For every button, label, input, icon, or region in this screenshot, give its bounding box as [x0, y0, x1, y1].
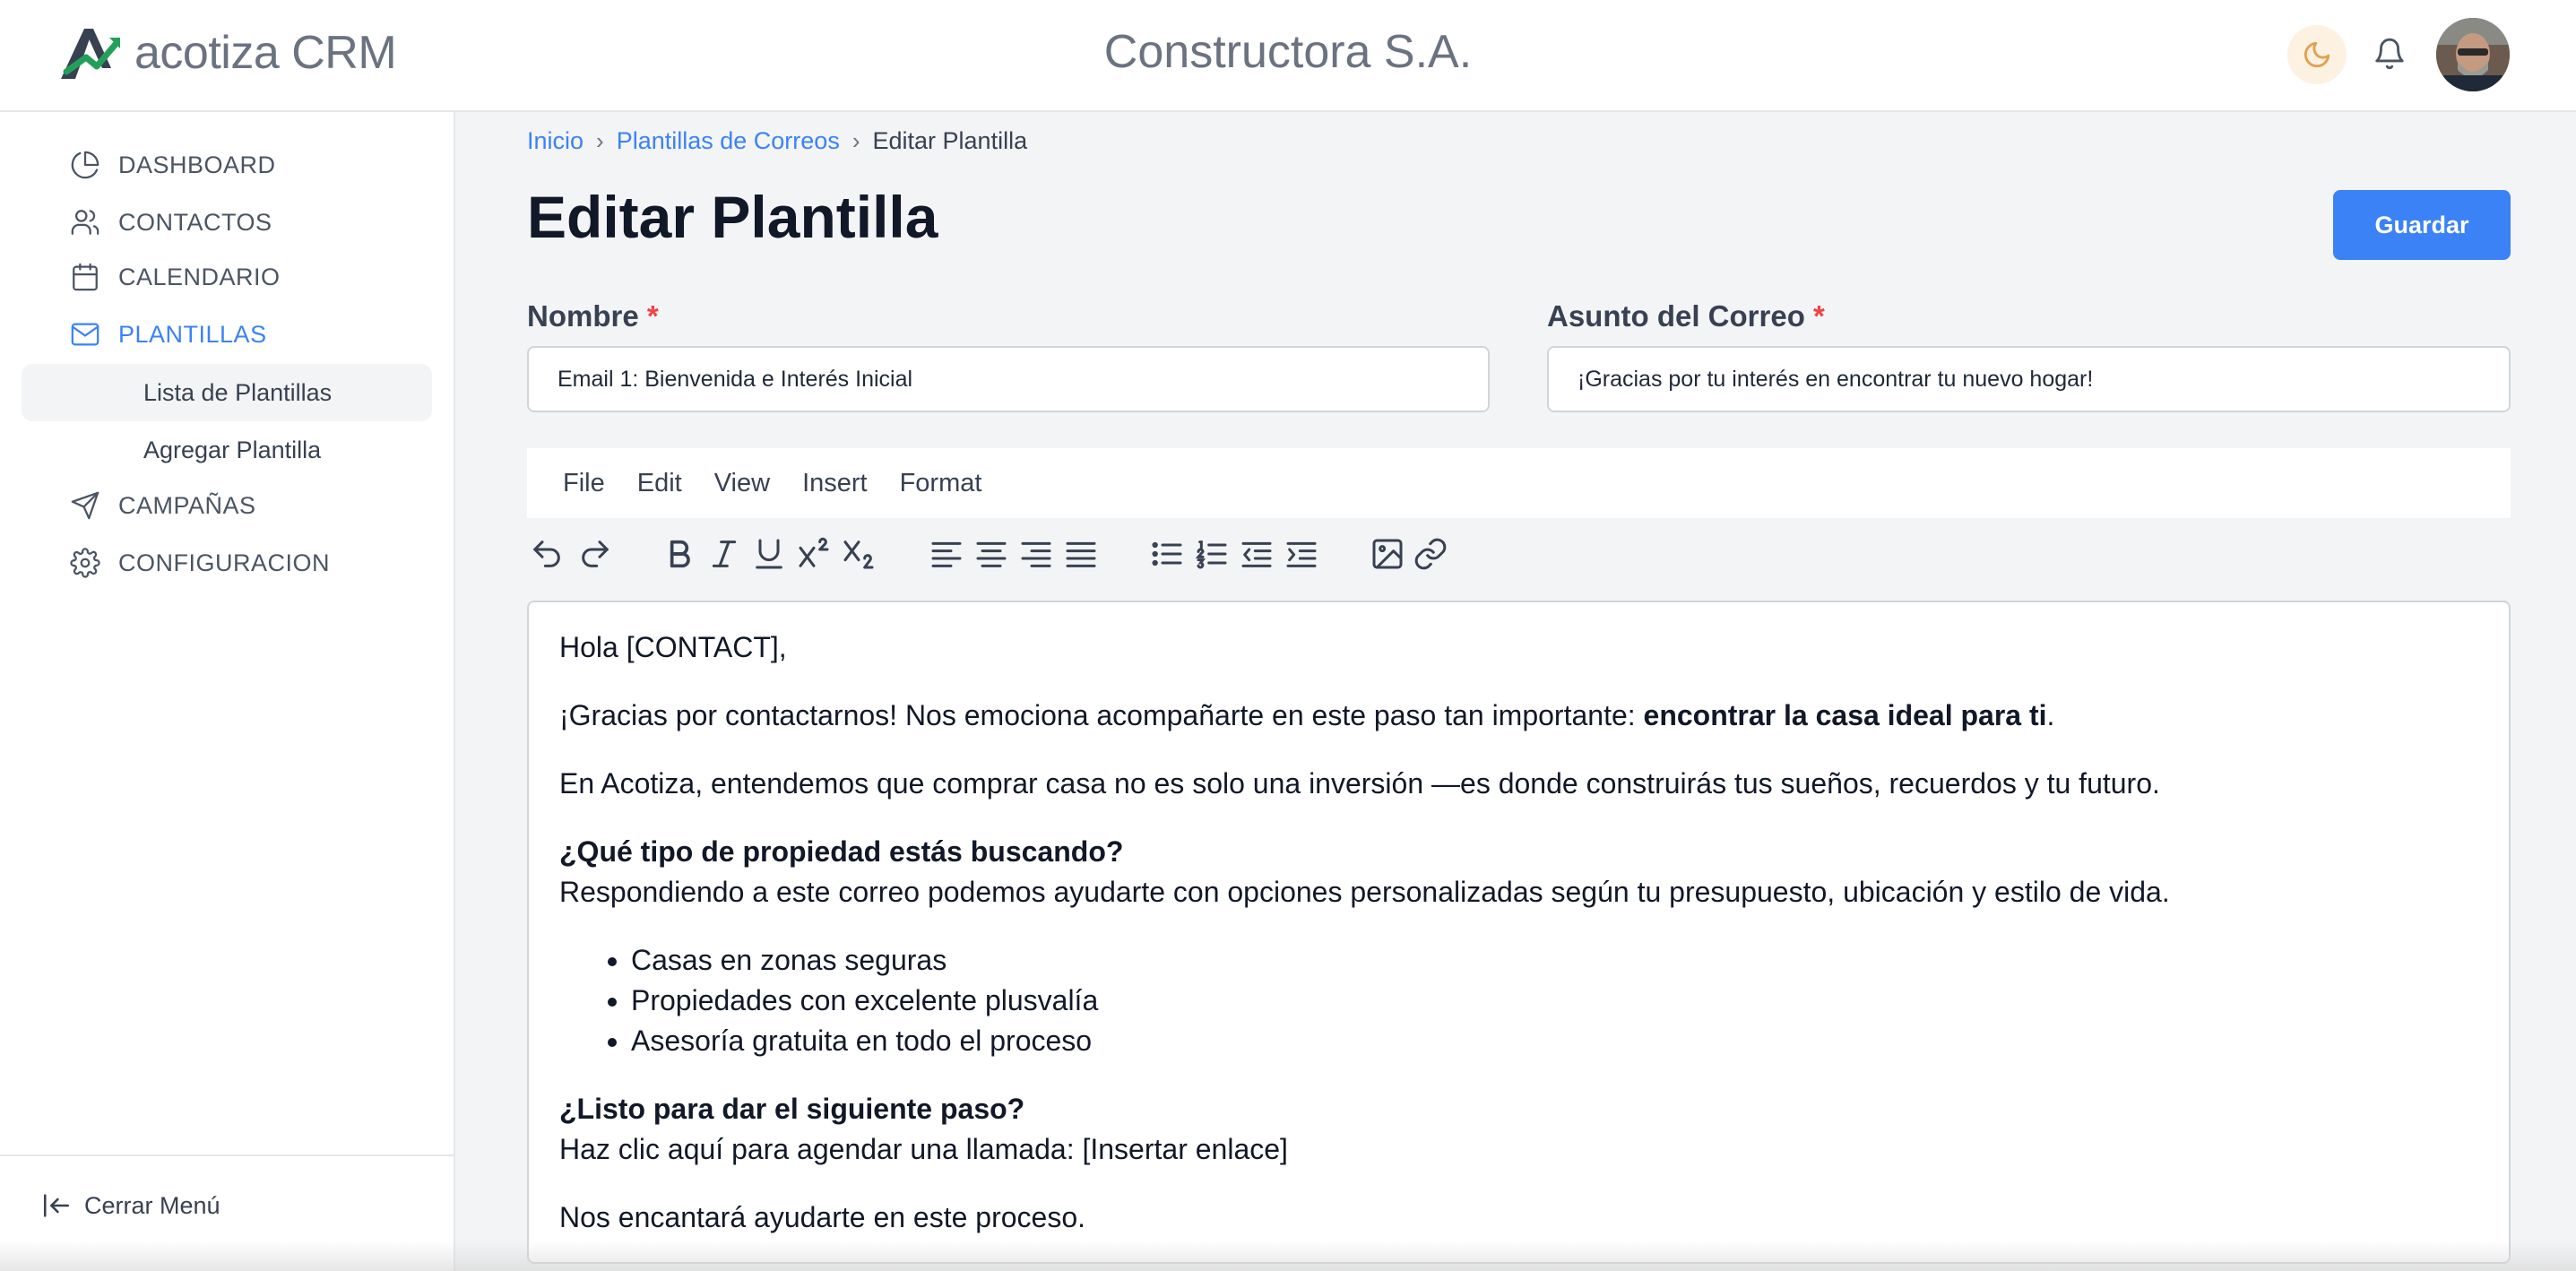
top-header — [0, 0, 2576, 112]
breadcrumb-section-link[interactable]: Plantillas de Correos — [616, 127, 840, 154]
logo-icon — [57, 25, 122, 81]
theme-toggle-button[interactable] — [2287, 25, 2347, 84]
sidebar-item-plantillas[interactable] — [70, 319, 267, 350]
bullet-list-button[interactable] — [1147, 534, 1187, 574]
outdent-button[interactable] — [1237, 534, 1276, 574]
sidebar — [0, 112, 455, 1271]
indent-icon — [1284, 536, 1319, 572]
greeting-paragraph: Hola [CONTACT], — [559, 631, 787, 663]
editor-toolbar — [527, 529, 2511, 583]
align-center-button[interactable] — [972, 534, 1011, 574]
subject-field-label — [1547, 299, 1825, 333]
question-heading-1 — [559, 832, 2478, 872]
page-title: Editar Plantilla — [527, 184, 938, 250]
align-justify-icon — [1063, 536, 1099, 572]
collapse-menu-label: Cerrar Menú — [84, 1191, 220, 1219]
required-mark: * — [1813, 299, 1825, 333]
image-icon — [1370, 536, 1405, 572]
menu-format[interactable]: Format — [899, 468, 982, 497]
notifications-button[interactable] — [2363, 27, 2416, 81]
question-1-paragraph: Respondiendo a este correo podemos ayudarte con opciones personalizadas según tu presupuesto, ubicación y estilo de vida. — [559, 876, 2170, 908]
sidebar-item-dashboard[interactable] — [70, 150, 276, 180]
collapse-arrow-icon — [41, 1190, 72, 1221]
sidebar-footer — [0, 1154, 454, 1271]
align-left-button[interactable] — [927, 534, 966, 574]
app-name: acotiza CRM — [134, 27, 397, 79]
email-body-editor[interactable] — [527, 601, 2511, 1264]
menu-file[interactable]: File — [563, 468, 605, 497]
intro-bold-text: encontrar la casa ideal para ti — [1643, 699, 2047, 731]
redo-button[interactable] — [575, 534, 615, 574]
company-name: Constructora S.A. — [1103, 26, 1473, 78]
mail-icon — [70, 319, 100, 350]
send-icon — [70, 490, 100, 521]
bold-button[interactable] — [660, 534, 699, 574]
sidebar-item-configuracion[interactable] — [70, 548, 330, 578]
undo-icon — [529, 536, 565, 572]
list-item: • Propiedades con excelente plusvalía — [631, 981, 2478, 1021]
users-icon — [70, 207, 100, 238]
calendar-icon — [70, 262, 100, 292]
subscript-icon — [841, 536, 877, 572]
superscript-icon — [796, 536, 832, 572]
sidebar-item-label: CONTACTOS — [118, 208, 272, 236]
sidebar-item-label: CALENDARIO — [118, 263, 281, 290]
sidebar-item-contactos[interactable] — [70, 207, 272, 238]
bell-icon — [2373, 37, 2407, 71]
list-item: • Asesoría gratuita en todo el proceso — [631, 1021, 2478, 1061]
user-avatar[interactable] — [2436, 18, 2510, 91]
moon-icon — [2302, 39, 2332, 70]
question-2-text: ¿Listo para dar el siguiente paso? — [559, 1093, 1025, 1125]
collapse-menu-button[interactable] — [41, 1190, 220, 1221]
breadcrumb-current: Editar Plantilla — [872, 127, 1028, 154]
list-item: • Casas en zonas seguras — [631, 940, 2478, 981]
numbered-list-button[interactable] — [1192, 534, 1232, 574]
indent-button[interactable] — [1282, 534, 1321, 574]
benefits-list — [631, 940, 2478, 1061]
link-icon — [1413, 536, 1448, 572]
align-justify-button[interactable] — [1061, 534, 1101, 574]
sidebar-subitem-agregar-plantilla[interactable]: Agregar Plantilla — [143, 436, 322, 463]
subscript-button[interactable] — [839, 534, 878, 574]
closing-paragraph: Nos encantará ayudarte en este proceso. — [559, 1201, 1086, 1233]
sidebar-item-calendario[interactable] — [70, 262, 281, 292]
align-right-icon — [1018, 536, 1054, 572]
align-left-icon — [929, 536, 964, 572]
undo-button[interactable] — [527, 534, 566, 574]
breadcrumb — [527, 127, 1027, 155]
sidebar-item-label: DASHBOARD — [118, 151, 276, 178]
insert-image-button[interactable] — [1368, 534, 1407, 574]
underline-icon — [751, 536, 787, 572]
outdent-icon — [1239, 536, 1275, 572]
superscript-button[interactable] — [794, 534, 834, 574]
sidebar-item-label: PLANTILLAS — [118, 320, 267, 348]
italic-button[interactable] — [705, 534, 744, 574]
breadcrumb-home-link[interactable]: Inicio — [527, 127, 584, 154]
sidebar-item-label: CAMPAÑAS — [118, 491, 256, 519]
numbered-list-icon — [1194, 536, 1230, 572]
name-label-text: Nombre — [527, 299, 639, 333]
intro-paragraph — [559, 696, 2478, 736]
bullet-list-icon — [1149, 536, 1185, 572]
intro-text: ¡Gracias por contactarnos! Nos emociona acompañarte en este paso tan importante: — [559, 699, 1644, 731]
question-2-paragraph: Haz clic aquí para agendar una llamada: [Insertar enlace] — [559, 1133, 1288, 1165]
editor-menubar — [527, 448, 2511, 518]
menu-view[interactable]: View — [713, 468, 771, 497]
subject-input[interactable] — [1547, 346, 2511, 412]
acotiza-paragraph: En Acotiza, entendemos que comprar casa no es solo una inversión —es donde construirás tus sueños, recuerdos y tu futuro. — [559, 767, 2160, 800]
required-mark: * — [646, 299, 659, 333]
underline-button[interactable] — [749, 534, 789, 574]
italic-icon — [706, 536, 742, 572]
chevron-right-icon: › — [596, 127, 604, 154]
chevron-right-icon: › — [851, 127, 860, 154]
insert-link-button[interactable] — [1411, 534, 1450, 574]
sidebar-subitem-lista-plantillas[interactable]: Lista de Plantillas — [22, 364, 432, 421]
sidebar-item-label: CONFIGURACION — [118, 549, 330, 576]
bold-icon — [661, 536, 697, 572]
name-input[interactable] — [527, 346, 1490, 412]
name-field-label — [527, 299, 659, 333]
align-right-button[interactable] — [1016, 534, 1056, 574]
gear-icon — [70, 548, 100, 578]
menu-insert[interactable]: Insert — [802, 468, 868, 497]
subject-label-text: Asunto del Correo — [1547, 299, 1805, 333]
sidebar-item-campanas[interactable] — [70, 490, 256, 521]
save-button[interactable]: Guardar — [2333, 190, 2511, 260]
avatar-image — [2436, 18, 2510, 91]
intro-end: . — [2046, 699, 2055, 731]
menu-edit[interactable]: Edit — [636, 468, 682, 497]
question-1-text: ¿Qué tipo de propiedad estás buscando? — [559, 835, 1124, 868]
app-logo[interactable] — [57, 25, 396, 81]
redo-icon — [577, 536, 613, 572]
align-center-icon — [973, 536, 1009, 572]
pie-chart-icon — [70, 150, 100, 180]
question-heading-2 — [559, 1089, 2478, 1129]
